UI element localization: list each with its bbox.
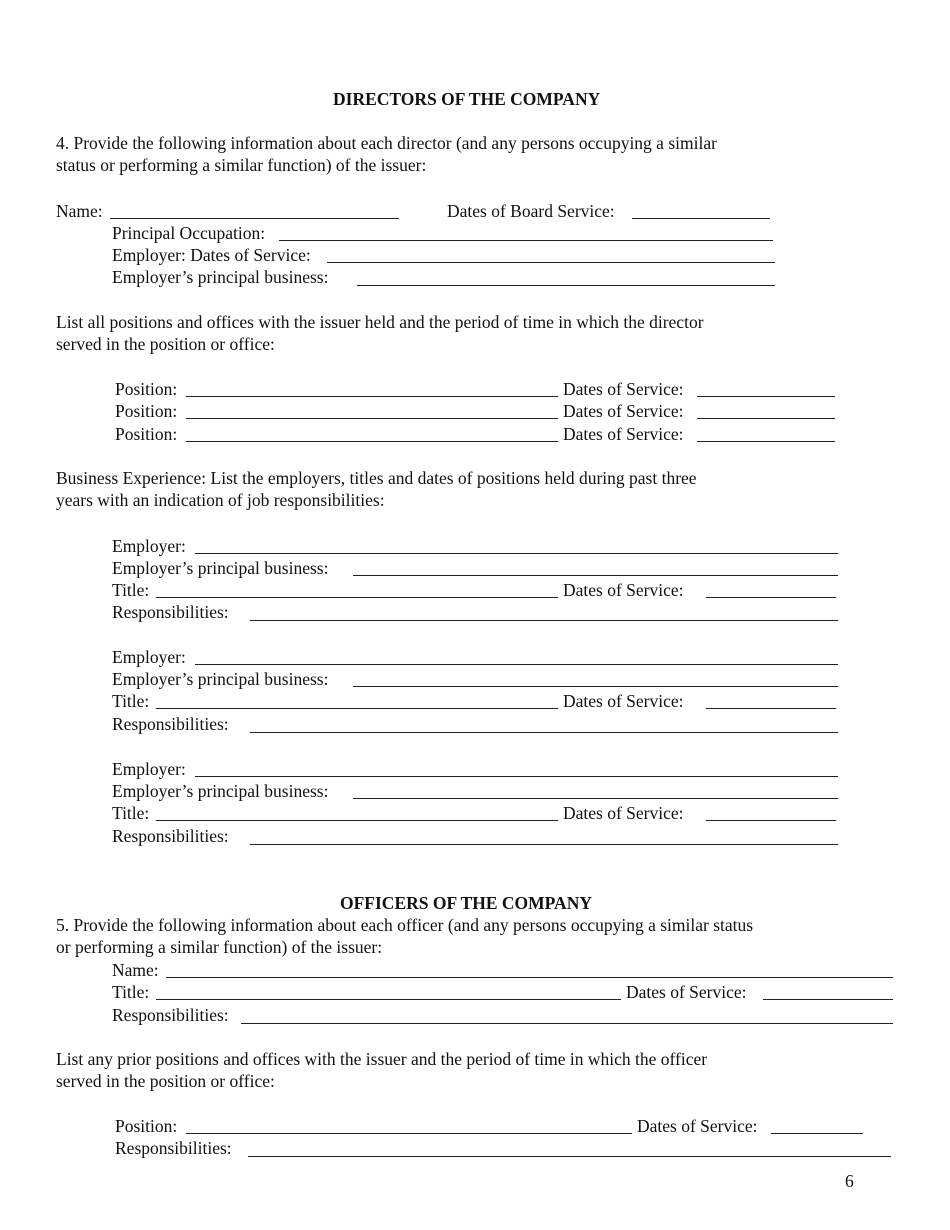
principal-occupation-field[interactable] [279,240,773,241]
employer-business-label: Employer’s principal business: [112,558,329,578]
officers-heading: OFFICERS OF THE COMPANY [340,893,592,913]
employer-business-label: Employer’s principal business: [112,267,329,287]
question-4-text-line1: 4. Provide the following information about each director (and any persons occupying a similar [56,133,717,153]
employer-field[interactable] [195,776,838,777]
board-service-field[interactable] [632,218,770,219]
title-field[interactable] [156,708,558,709]
officer-responsibilities-label: Responsibilities: [112,1005,229,1025]
prior-positions-line1: List any prior positions and offices with the issuer and the period of time in which the officer [56,1049,708,1069]
position-label: Position: [115,401,178,421]
responsibilities-label: Responsibilities: [112,602,229,622]
prior-position-label: Position: [115,1116,178,1136]
title-dates-field[interactable] [706,597,836,598]
employer-field[interactable] [195,553,838,554]
question-5-text-line1: 5. Provide the following information about each officer (and any persons occupying a similar status [56,915,754,935]
employer-label: Employer: [112,536,186,556]
officer-dates-label: Dates of Service: [626,982,747,1002]
position-field[interactable] [186,418,558,419]
title-field[interactable] [156,820,558,821]
prior-responsibilities-field[interactable] [248,1156,891,1157]
responsibilities-field[interactable] [250,620,838,621]
officer-title-label: Title: [112,982,150,1002]
employer-dates-field[interactable] [327,262,775,263]
position-label: Position: [115,379,178,399]
title-label: Title: [112,580,150,600]
responsibilities-label: Responsibilities: [112,714,229,734]
position-label: Position: [115,424,178,444]
officer-name-label: Name: [112,960,159,980]
position-dates-field[interactable] [697,396,835,397]
directors-heading: DIRECTORS OF THE COMPANY [333,89,601,109]
title-label: Title: [112,691,150,711]
employer-business-field[interactable] [357,285,775,286]
position-dates-field[interactable] [697,418,835,419]
responsibilities-field[interactable] [250,844,838,845]
title-dates-label: Dates of Service: [563,691,684,711]
officer-responsibilities-field[interactable] [241,1023,893,1024]
title-field[interactable] [156,597,558,598]
officer-name-field[interactable] [166,977,893,978]
director-name-label: Name: [56,201,103,221]
employer-label: Employer: [112,647,186,667]
title-label: Title: [112,803,150,823]
prior-positions-line2: served in the position or office: [56,1071,275,1091]
officer-dates-field[interactable] [763,999,893,1000]
position-dates-label: Dates of Service: [563,424,684,444]
responsibilities-field[interactable] [250,732,838,733]
question-5-text-line2: or performing a similar function) of the issuer: [56,937,383,957]
positions-intro-line2: served in the position or office: [56,334,275,354]
employer-business-field[interactable] [353,575,838,576]
question-4-text-line2: status or performing a similar function) of the issuer: [56,155,427,175]
employer-business-label: Employer’s principal business: [112,669,329,689]
title-dates-field[interactable] [706,820,836,821]
board-service-label: Dates of Board Service: [447,201,615,221]
employer-business-label: Employer’s principal business: [112,781,329,801]
prior-position-field[interactable] [186,1133,632,1134]
responsibilities-label: Responsibilities: [112,826,229,846]
position-dates-label: Dates of Service: [563,379,684,399]
position-dates-label: Dates of Service: [563,401,684,421]
employer-field[interactable] [195,664,838,665]
positions-intro-line1: List all positions and offices with the issuer held and the period of time in which the director [56,312,704,332]
title-dates-label: Dates of Service: [563,580,684,600]
director-name-field[interactable] [110,218,399,219]
page-number: 6 [845,1171,854,1191]
prior-position-dates-label: Dates of Service: [637,1116,758,1136]
officer-title-field[interactable] [156,999,621,1000]
title-dates-label: Dates of Service: [563,803,684,823]
prior-position-dates-field[interactable] [771,1133,863,1134]
employer-business-field[interactable] [353,798,838,799]
principal-occupation-label: Principal Occupation: [112,223,266,243]
position-field[interactable] [186,396,558,397]
employer-business-field[interactable] [353,686,838,687]
title-dates-field[interactable] [706,708,836,709]
business-experience-line2: years with an indication of job responsibilities: [56,490,385,510]
prior-responsibilities-label: Responsibilities: [115,1138,232,1158]
employer-dates-label: Employer: Dates of Service: [112,245,311,265]
employer-label: Employer: [112,759,186,779]
position-field[interactable] [186,441,558,442]
business-experience-line1: Business Experience: List the employers, titles and dates of positions held during past three [56,468,697,488]
position-dates-field[interactable] [697,441,835,442]
